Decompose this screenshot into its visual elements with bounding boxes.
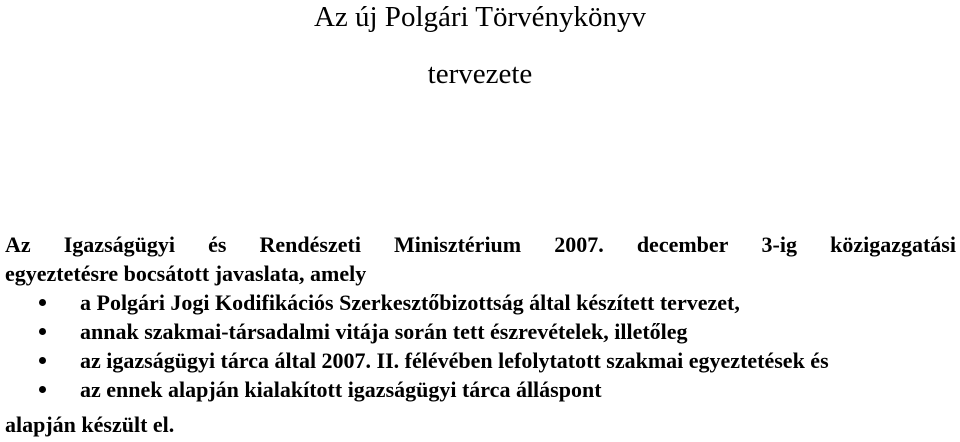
list-item xyxy=(0,317,960,346)
closing-line: alapján készült el. xyxy=(5,412,175,437)
list-item-text: az ennek alapján kialakított igazságügyi tárca álláspont xyxy=(80,377,602,402)
bullet-icon xyxy=(39,386,46,393)
bullet-icon xyxy=(39,357,46,364)
intro-word: és xyxy=(208,232,227,257)
intro-word: 2007. xyxy=(554,232,604,257)
intro-line-1 xyxy=(5,230,956,259)
intro-word: december xyxy=(636,232,729,257)
intro-word: Igazságügyi xyxy=(63,232,175,257)
list-item xyxy=(0,288,960,317)
intro-word: Minisztérium xyxy=(394,232,522,257)
document-subtitle: tervezete xyxy=(427,58,533,90)
bullet-icon xyxy=(39,328,46,335)
intro-word: Rendészeti xyxy=(259,232,361,257)
intro-word: Az xyxy=(5,232,31,257)
document-title: Az új Polgári Törvénykönyv xyxy=(313,1,647,33)
intro-word: közigazgatási xyxy=(830,232,956,257)
intro-word: 3-ig xyxy=(761,232,797,257)
bullet-icon xyxy=(39,299,46,306)
intro-paragraph xyxy=(5,230,956,288)
list-item xyxy=(0,375,960,404)
list-item xyxy=(0,346,960,375)
list-item-text: a Polgári Jogi Kodifikációs Szerkesztőbizottság által készített tervezet, xyxy=(80,290,740,315)
intro-line-2: egyeztetésre bocsátott javaslata, amely xyxy=(5,261,367,286)
list-item-text: az igazságügyi tárca által 2007. II. félévében lefolytatott szakmai egyeztetések és xyxy=(80,348,829,373)
bullet-list xyxy=(0,288,960,404)
list-item-text: annak szakmai-társadalmi vitája során tett észrevételek, illetőleg xyxy=(80,319,688,344)
